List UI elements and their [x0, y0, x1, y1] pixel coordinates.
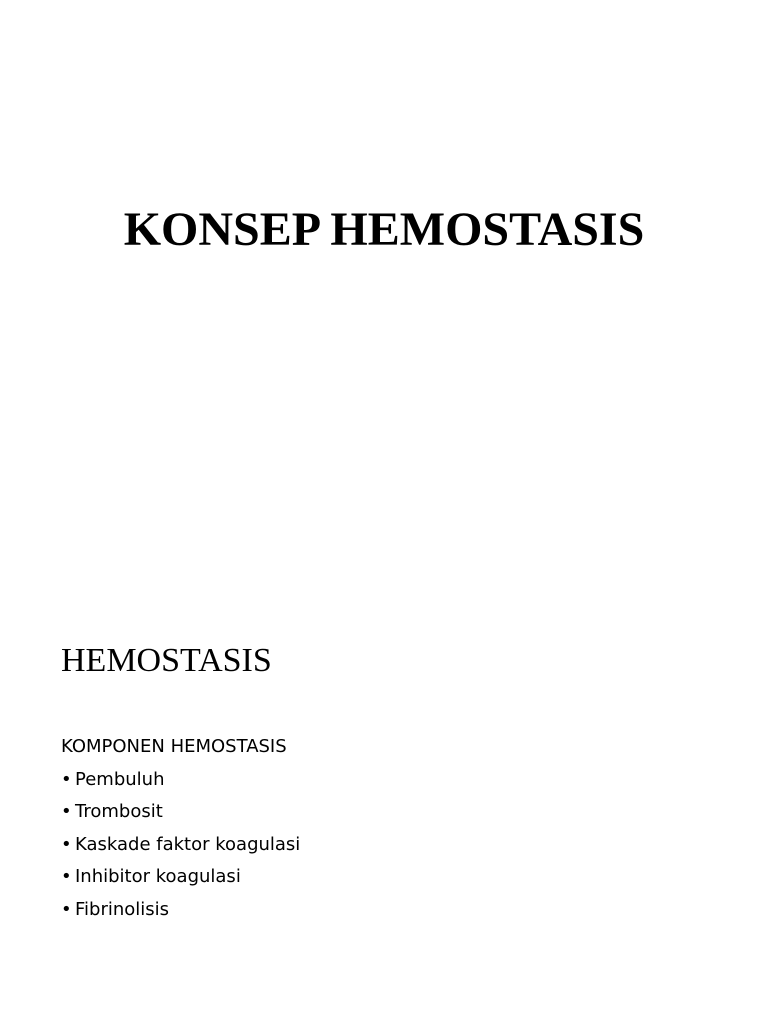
content-block — [61, 731, 300, 926]
list-item — [61, 764, 300, 797]
bullet-icon: • — [61, 768, 72, 790]
bullet-icon: • — [61, 833, 72, 855]
slide-heading: HEMOSTASIS — [61, 642, 272, 679]
list-item-label: Pembuluh — [75, 768, 165, 790]
list-item-label: Fibrinolisis — [75, 898, 170, 920]
list-item — [61, 894, 300, 927]
list-item-label: Kaskade faktor koagulasi — [75, 833, 301, 855]
list-item — [61, 829, 300, 862]
list-item-label: Trombosit — [75, 801, 163, 822]
list-item-label: Inhibitor koagulasi — [75, 866, 241, 887]
components-list — [61, 764, 300, 927]
bullet-icon: • — [61, 866, 72, 887]
bullet-icon: • — [61, 801, 72, 822]
list-item — [61, 796, 300, 829]
presentation-title: KONSEP HEMOSTASIS — [123, 203, 645, 256]
list-item — [61, 861, 300, 894]
components-heading: KOMPONEN HEMOSTASIS — [61, 736, 287, 757]
slide-content — [0, 512, 768, 1024]
bullet-icon: • — [61, 898, 72, 920]
